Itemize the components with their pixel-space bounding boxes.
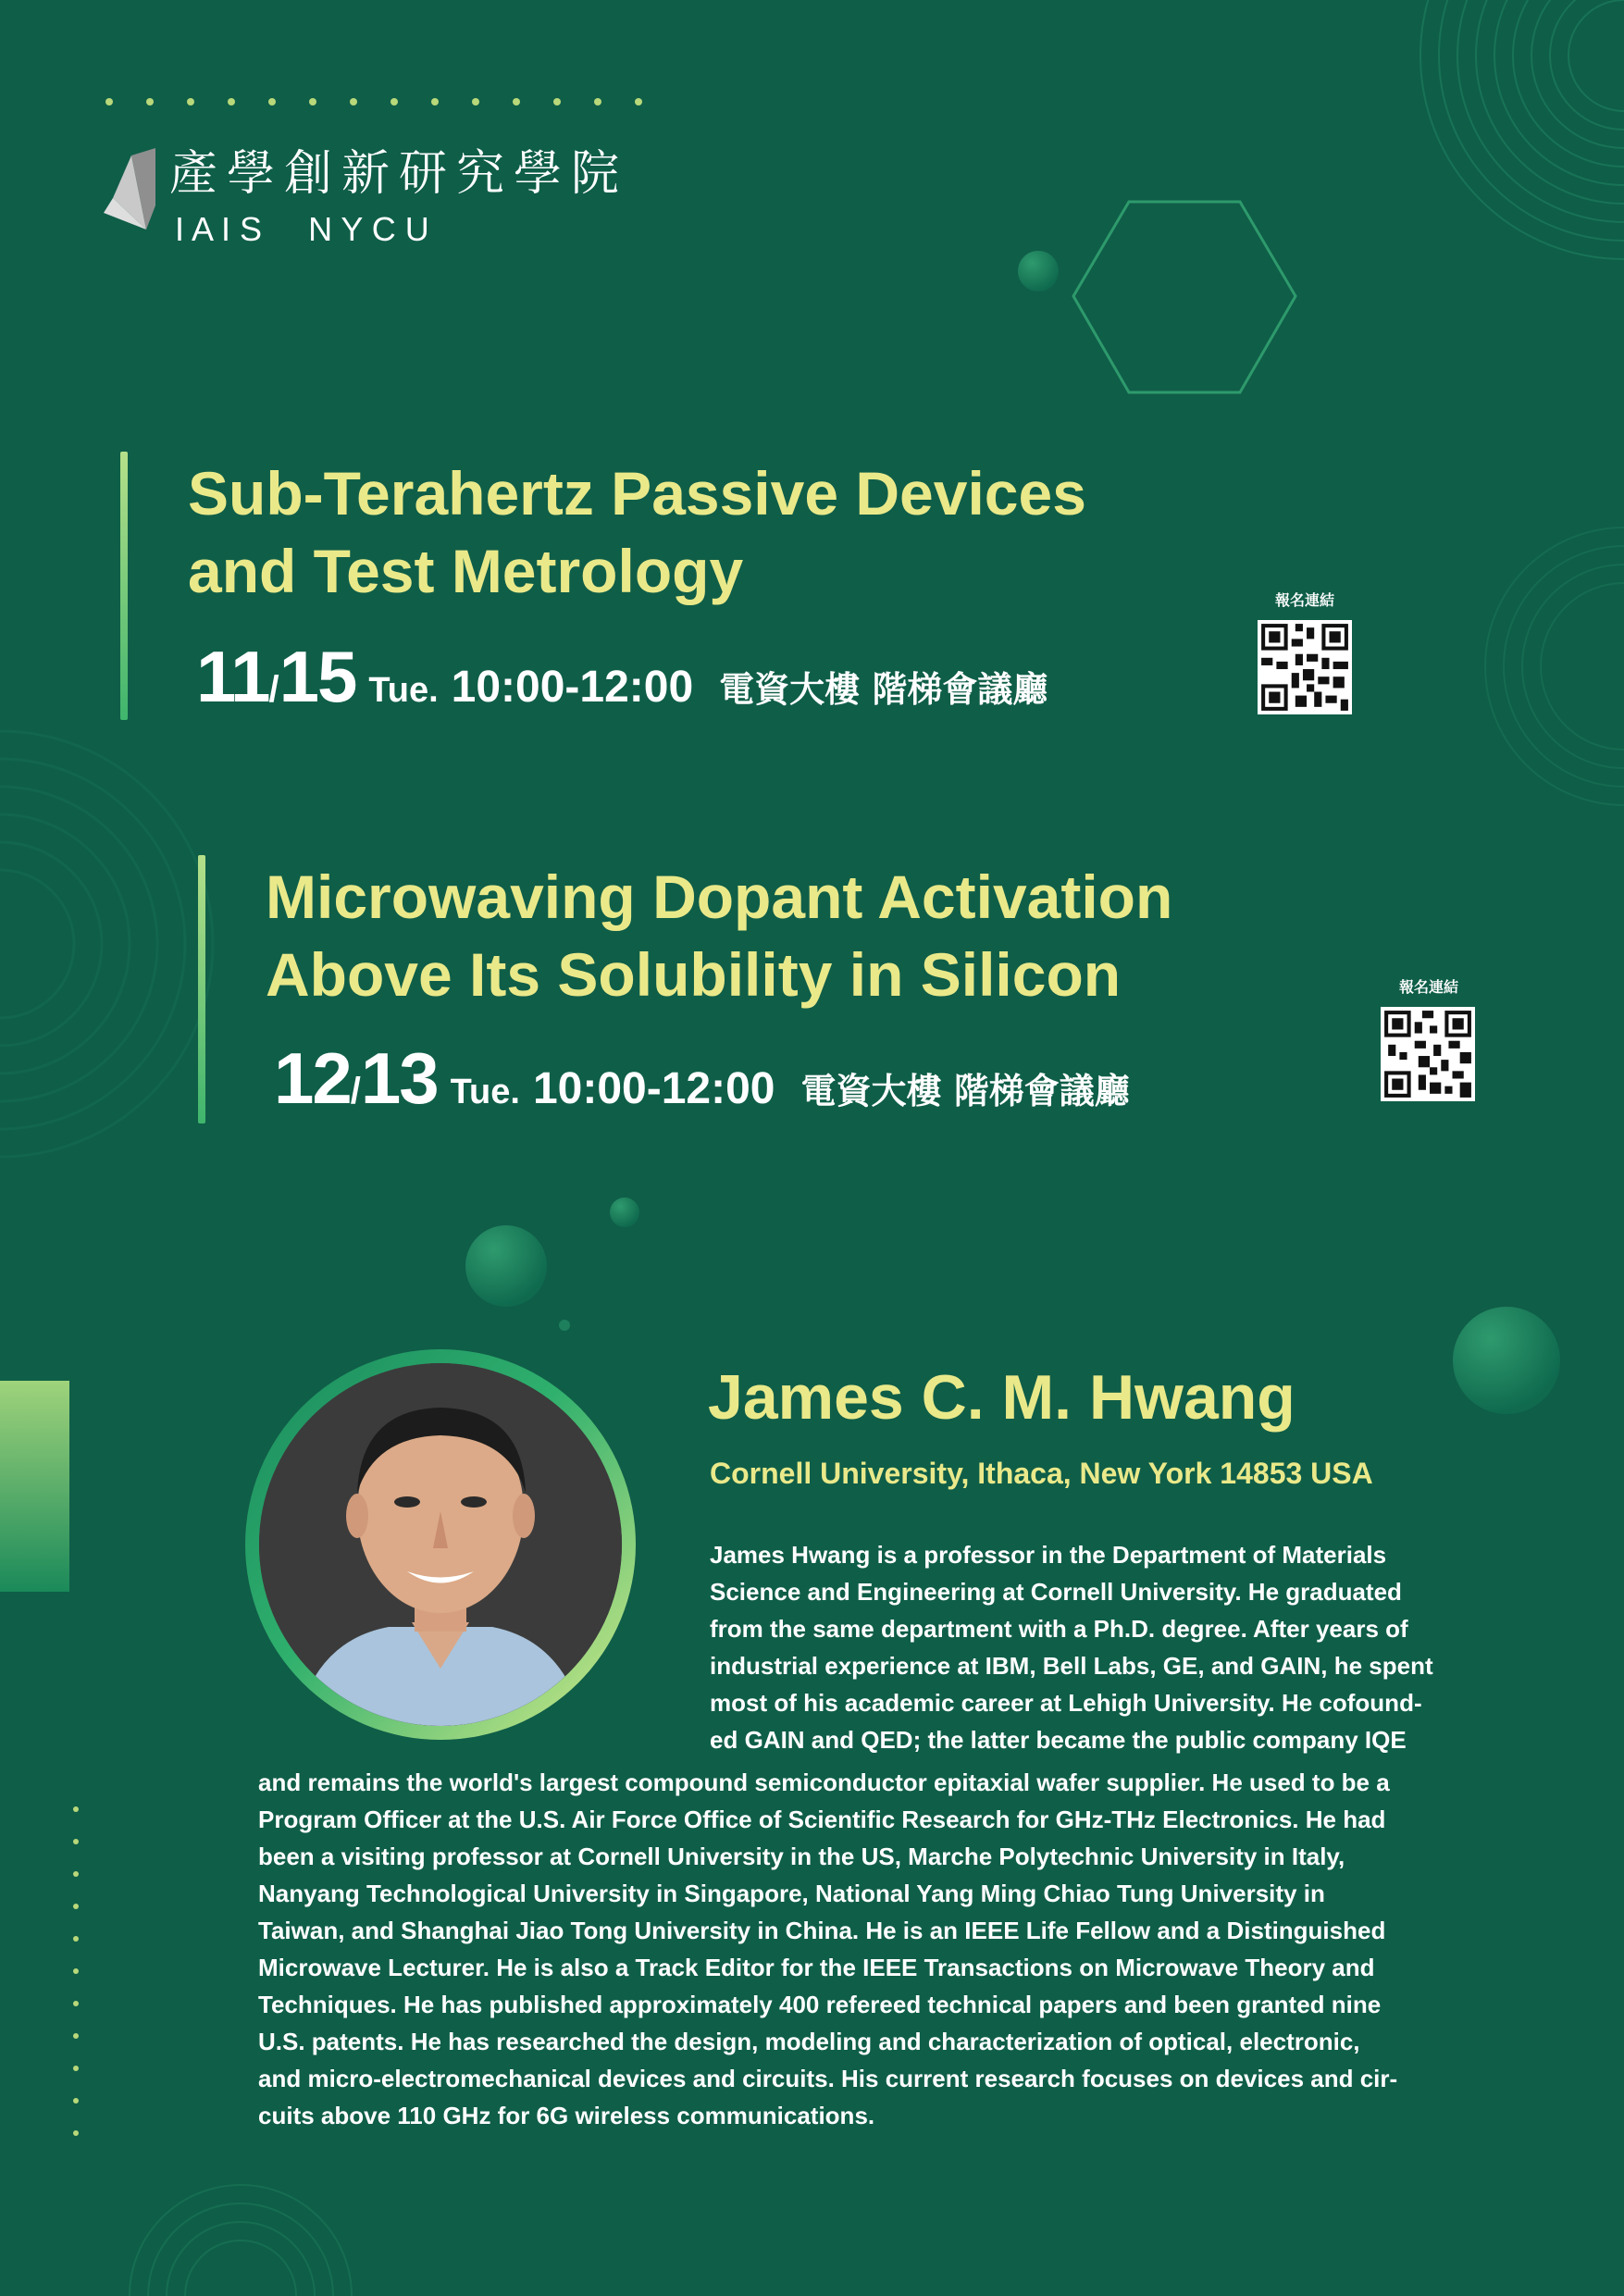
talk-1-weekday: Tue.: [368, 671, 439, 710]
bio-line: and remains the world's largest compound semiconductor epitaxial wafer supplier. He used to be a: [258, 1769, 1390, 1796]
talk-1-date-slash: /: [268, 669, 279, 710]
talk-1-date-day: 15: [279, 636, 356, 717]
talk-2-title-line-2: Above Its Solubility in Silicon: [266, 940, 1122, 1009]
bio-line: most of his academic career at Lehigh University. He cofound-: [710, 1689, 1422, 1717]
bio-line: Science and Engineering at Cornell University. He graduated: [710, 1578, 1402, 1606]
talk-1-title-line-2: and Test Metrology: [188, 537, 744, 605]
talk-1-accent-bar: [120, 452, 128, 720]
talk-2-date-slash: /: [350, 1071, 361, 1111]
talk-2-schedule: [274, 1036, 1130, 1121]
talk-1-registration-qr-code[interactable]: [1258, 620, 1352, 714]
speaker-name: James C. M. Hwang: [708, 1362, 1295, 1433]
talk-2-time: 10:00-12:00: [532, 1064, 775, 1113]
bio-line: cuits above 110 GHz for 6G wireless communications.: [258, 2102, 875, 2129]
talk-1-title-line-1: Sub-Terahertz Passive Devices: [188, 459, 1086, 527]
talk-2-date-day: 13: [360, 1037, 438, 1119]
bio-line: Nanyang Technological University in Singapore, National Yang Ming Chiao Tung University in: [258, 1880, 1325, 1907]
bio-line: been a visiting professor at Cornell University in the US, Marche Polytechnic University in Italy,: [258, 1843, 1345, 1870]
bio-line: James Hwang is a professor in the Department of Materials: [710, 1541, 1387, 1569]
bio-line: industrial experience at IBM, Bell Labs, GE, and GAIN, he spent: [710, 1652, 1433, 1680]
bio-line: Program Officer at the U.S. Air Force Office of Scientific Research for GHz-THz Electronics. He had: [258, 1806, 1386, 1833]
talk-2-registration-label: 報名連結: [1398, 978, 1458, 996]
bio-line: and micro-electromechanical devices and circuits. His current research focuses on devices and cir-: [258, 2065, 1398, 2092]
talk-2-venue: 電資大樓 階梯會議廳: [800, 1071, 1130, 1111]
bio-line: Taiwan, and Shanghai Jiao Tong University in China. He is an IEEE Life Fellow and a Distinguished: [258, 1917, 1386, 1944]
bio-line: Microwave Lecturer. He is also a Track Editor for the IEEE Transactions on Microwave Theory and: [258, 1954, 1375, 1981]
bio-line: from the same department with a Ph.D. degree. After years of: [710, 1615, 1408, 1643]
bio-line: Techniques. He has published approximately 400 refereed technical papers and been granted nine: [258, 1991, 1382, 2018]
bio-line: U.S. patents. He has researched the design, modeling and characterization of optical, electronic,: [258, 2028, 1360, 2055]
institute-name-cn: 產學創新研究學院: [169, 146, 629, 202]
talk-1-date-month: 11: [196, 636, 269, 717]
talk-2-weekday: Tue.: [450, 1073, 520, 1111]
speaker-photo: [259, 1363, 622, 1726]
talk-2-accent-bar: [198, 855, 205, 1123]
talk-2-registration-qr-code[interactable]: [1381, 1007, 1475, 1101]
talk-1-time: 10:00-12:00: [451, 663, 694, 712]
bio-line: ed GAIN and QED; the latter became the public company IQE: [710, 1726, 1407, 1754]
talk-1-venue: 電資大樓 階梯會議廳: [719, 669, 1048, 710]
talk-2-date-month: 12: [274, 1037, 351, 1119]
talk-1-registration-label: 報名連結: [1274, 591, 1334, 609]
institute-name-en: I A I S N Y C U: [175, 210, 429, 248]
talk-2-title-line-1: Microwaving Dopant Activation: [266, 863, 1173, 931]
talk-1-schedule: [196, 635, 1048, 719]
speaker-affiliation: Cornell University, Ithaca, New York 14853 USA: [710, 1457, 1373, 1490]
